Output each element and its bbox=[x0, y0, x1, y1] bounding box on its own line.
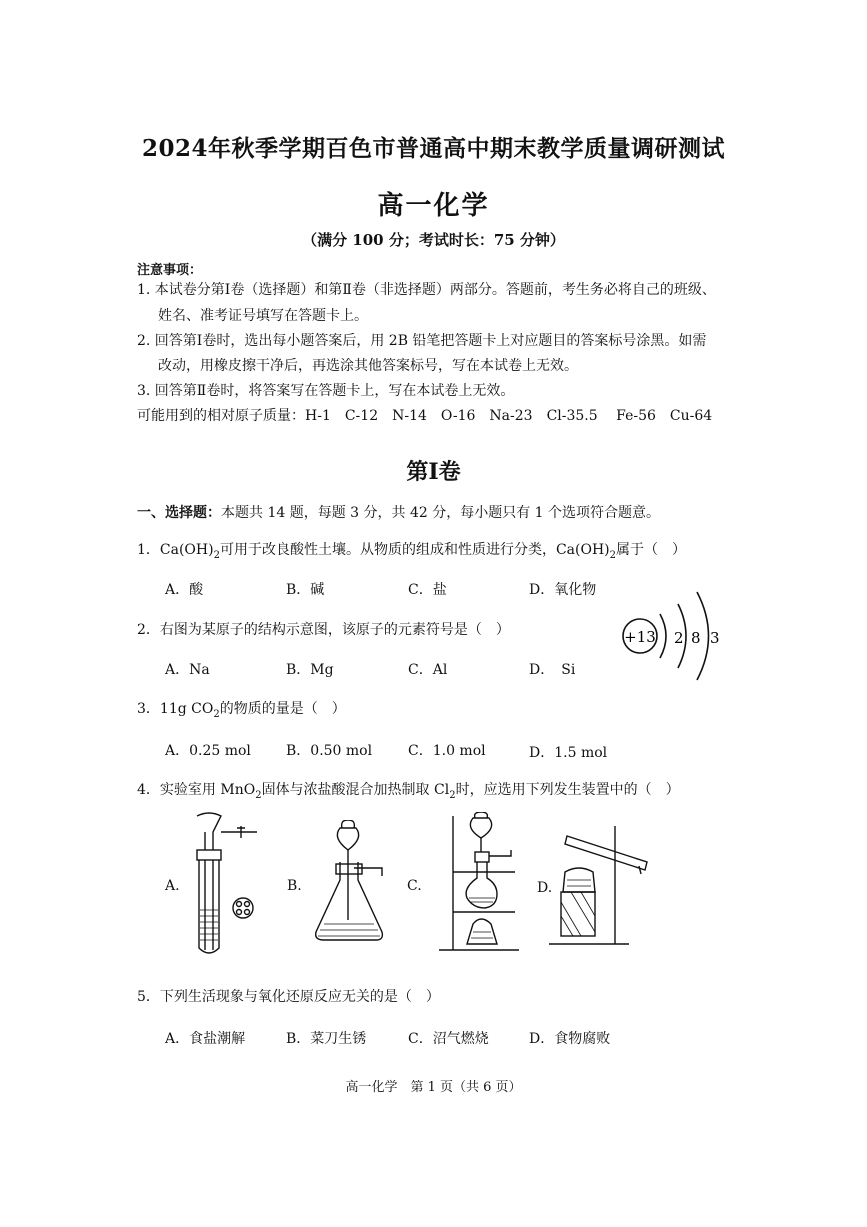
apparatus-a-icon bbox=[185, 810, 265, 960]
q4-text-b: 固体与浓盐酸混合加热制取 Cl bbox=[261, 782, 450, 798]
q4-option-d: D. bbox=[537, 880, 553, 896]
shell-1-electrons: 2 bbox=[674, 629, 684, 647]
section-title: 第Ⅰ卷 bbox=[406, 459, 461, 485]
q3-option-a: A．0.25 mol bbox=[165, 743, 251, 759]
part-heading bbox=[137, 502, 660, 522]
q5-option-a: A．食盐潮解 bbox=[165, 1031, 246, 1047]
note-2-line-2: 改动，用橡皮擦干净后，再选涂其他答案标号，写在本试卷上无效。 bbox=[158, 358, 578, 374]
q4-text-c: 时，应选用下列发生装置中的（ ） bbox=[455, 782, 680, 798]
exam-meta: （满分 100 分；考试时长：75 分钟） bbox=[302, 231, 565, 249]
q5-option-d: D．食物腐败 bbox=[529, 1031, 611, 1047]
q1-sub-b: 2 bbox=[609, 549, 616, 561]
q1-text-c: 属于（ ） bbox=[616, 542, 686, 558]
q1-text-a: 1．Ca(OH) bbox=[137, 542, 214, 558]
q4-option-b: B. bbox=[287, 878, 302, 894]
question-5-stem: 5．下列生活现象与氧化还原反应无关的是（ ） bbox=[137, 989, 440, 1005]
q4-text-a: 4．实验室用 MnO bbox=[137, 782, 256, 798]
notes-heading: 注意事项： bbox=[137, 263, 203, 278]
q1-option-a: A．酸 bbox=[165, 582, 204, 598]
part-label: 一、选择题： bbox=[137, 505, 221, 521]
q3-option-c: C．1.0 mol bbox=[408, 743, 486, 759]
q3-text-a: 3．11g CO bbox=[137, 701, 214, 717]
q5-option-b: B．菜刀生锈 bbox=[286, 1031, 367, 1047]
apparatus-c-icon bbox=[435, 812, 525, 957]
question-2-stem: 2．右图为某原子的结构示意图，该原子的元素符号是（ ） bbox=[137, 622, 510, 638]
atom-structure-diagram bbox=[612, 586, 732, 686]
note-3: 3. 回答第Ⅱ卷时，将答案写在答题卡上，写在本试卷上无效。 bbox=[137, 383, 515, 399]
q4-sub-b: 2 bbox=[449, 789, 456, 801]
note-2-line-1: 2. 回答第Ⅰ卷时，选出每小题答案后，用 2B 铅笔把答题卡上对应题目的答案标号涂黑。如需 bbox=[137, 333, 707, 349]
question-3-stem bbox=[137, 698, 346, 720]
apparatus-b-icon bbox=[310, 820, 390, 950]
q3-option-b: B．0.50 mol bbox=[286, 743, 373, 759]
q2-option-b: B．Mg bbox=[286, 662, 334, 678]
question-4-stem bbox=[137, 779, 680, 801]
note-1-line-2: 姓名、准考证号填写在答题卡上。 bbox=[158, 308, 368, 324]
q1-text-b: 可用于改良酸性土壤。从物质的组成和性质进行分类，Ca(OH) bbox=[219, 542, 610, 558]
q1-option-b: B．碱 bbox=[286, 582, 325, 598]
page-footer: 高一化学 第 1 页（共 6 页） bbox=[345, 1080, 522, 1095]
atomic-masses: 可能用到的相对原子质量：H-1 C-12 N-14 O-16 Na-23 Cl-35.5 Fe-56 Cu-64 bbox=[137, 408, 713, 424]
exam-title: 2024年秋季学期百色市普通高中期末教学质量调研测试 bbox=[141, 135, 725, 162]
shell-2-electrons: 8 bbox=[691, 629, 701, 647]
q3-text-b: 的物质的量是（ ） bbox=[219, 701, 346, 717]
subject-title: 高一化学 bbox=[377, 191, 490, 221]
q1-sub-a: 2 bbox=[213, 549, 220, 561]
q5-option-c: C．沼气燃烧 bbox=[408, 1031, 489, 1047]
question-1-stem bbox=[137, 539, 686, 561]
q4-option-c: C. bbox=[407, 878, 422, 894]
q2-option-a: A．Na bbox=[165, 662, 210, 678]
q4-option-a: A. bbox=[165, 878, 180, 894]
q3-sub: 2 bbox=[213, 708, 220, 720]
note-1-line-1: 1. 本试卷分第Ⅰ卷（选择题）和第Ⅱ卷（非选择题）两部分。答题前，考生务必将自己的班级、 bbox=[137, 282, 716, 298]
q3-option-d: D．1.5 mol bbox=[529, 745, 608, 761]
q1-option-c: C．盐 bbox=[408, 582, 447, 598]
shell-3-electrons: 3 bbox=[710, 629, 720, 647]
q2-option-c: C．Al bbox=[408, 662, 448, 678]
q2-option-d: D． Si bbox=[529, 662, 576, 678]
part-description: 本题共 14 题，每题 3 分，共 42 分，每小题只有 1 个选项符合题意。 bbox=[221, 505, 661, 521]
q1-option-d: D．氧化物 bbox=[529, 582, 597, 598]
apparatus-d-icon bbox=[545, 822, 655, 952]
nucleus-charge: +13 bbox=[624, 628, 656, 646]
q4-sub-a: 2 bbox=[255, 789, 262, 801]
